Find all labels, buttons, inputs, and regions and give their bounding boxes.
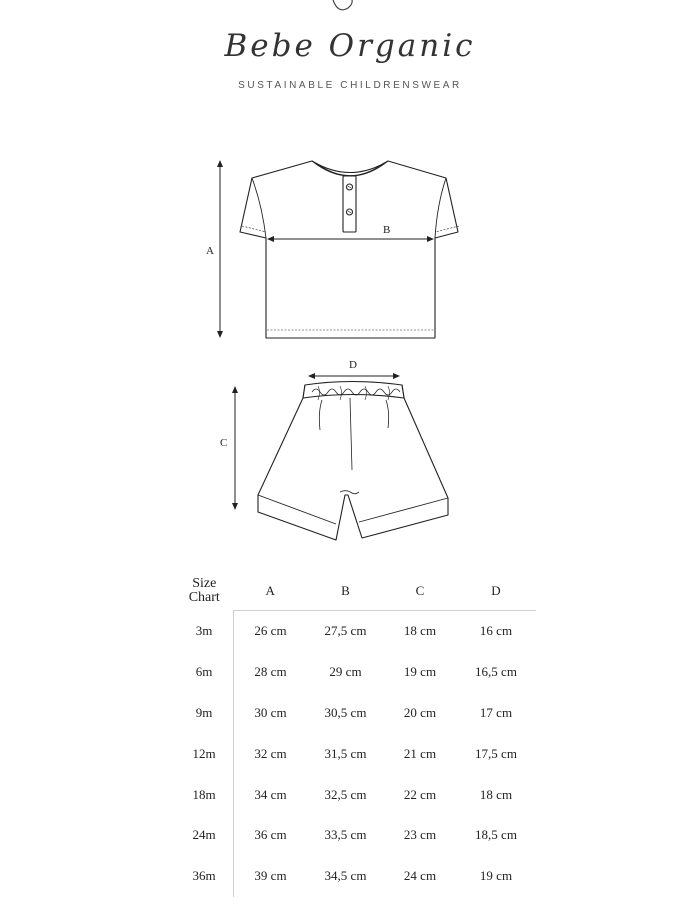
cell-b: 34,5 cm <box>324 868 367 884</box>
row-size-label: 18m <box>192 786 216 802</box>
row-size-label: 36m <box>192 868 216 884</box>
column-header-a: A <box>234 572 308 611</box>
cell-c: 21 cm <box>403 745 437 761</box>
cell-d: 18,5 cm <box>475 827 517 843</box>
cell-a: 30 cm <box>234 693 308 734</box>
cell-a: 36 cm <box>234 815 308 856</box>
cell-d: 18 cm <box>479 786 513 802</box>
brand-tagline: SUSTAINABLE CHILDRENSWEAR <box>238 80 462 91</box>
dimension-b-label: B <box>383 224 391 236</box>
cell-c: 20 cm <box>403 704 437 720</box>
cell-b: 33,5 cm <box>324 827 367 843</box>
shorts-drawing <box>258 382 448 541</box>
cell-a: 28 cm <box>234 652 308 693</box>
dimension-c-label: C <box>220 437 228 449</box>
table-row <box>175 815 536 856</box>
cell-d: 16,5 cm <box>475 664 517 680</box>
cell-a: 26 cm <box>234 611 308 652</box>
row-size-label: 12m <box>192 745 216 761</box>
cell-c: 18 cm <box>403 623 437 639</box>
cell-c: 22 cm <box>403 786 437 802</box>
table-row <box>175 733 536 774</box>
logo-flourish <box>0 0 700 20</box>
cell-c: 24 cm <box>403 868 437 884</box>
table-row <box>175 652 536 693</box>
cell-d: 17,5 cm <box>475 745 517 761</box>
cell-b: 32,5 cm <box>324 786 367 802</box>
dimension-d-label: D <box>349 359 357 371</box>
cell-a: 39 cm <box>234 856 308 897</box>
row-size-label: 24m <box>192 827 216 843</box>
table-row <box>175 774 536 815</box>
cell-a: 34 cm <box>234 774 308 815</box>
tshirt-drawing <box>240 161 459 338</box>
table-row <box>175 693 536 734</box>
dimension-a-label: A <box>206 245 214 257</box>
cell-d: 17 cm <box>479 704 513 720</box>
cell-d: 16 cm <box>479 623 513 639</box>
table-row <box>175 856 536 897</box>
column-header-c: C <box>384 572 456 611</box>
size-chart-table <box>175 572 536 897</box>
garment-diagram <box>0 140 700 560</box>
size-chart-corner-label <box>175 572 234 611</box>
table-row <box>175 611 536 652</box>
cell-a: 32 cm <box>234 733 308 774</box>
cell-b: 30,5 cm <box>324 704 367 720</box>
size-chart-header-row <box>175 572 536 611</box>
corner-label-line2: Chart <box>188 590 220 606</box>
row-size-label: 9m <box>195 704 213 720</box>
cell-c: 19 cm <box>403 664 437 680</box>
cell-b: 29 cm <box>329 664 362 680</box>
brand-logo-text: Bebe Organic <box>224 28 476 64</box>
row-size-label: 6m <box>195 664 213 680</box>
column-header-d: D <box>456 572 536 611</box>
column-header-b: B <box>307 572 384 611</box>
cell-d: 19 cm <box>479 868 513 884</box>
cell-b: 31,5 cm <box>324 745 367 761</box>
corner-label-line1: Size <box>192 576 217 592</box>
cell-c: 23 cm <box>403 827 437 843</box>
row-size-label: 3m <box>195 623 213 639</box>
cell-b: 27,5 cm <box>324 623 367 639</box>
